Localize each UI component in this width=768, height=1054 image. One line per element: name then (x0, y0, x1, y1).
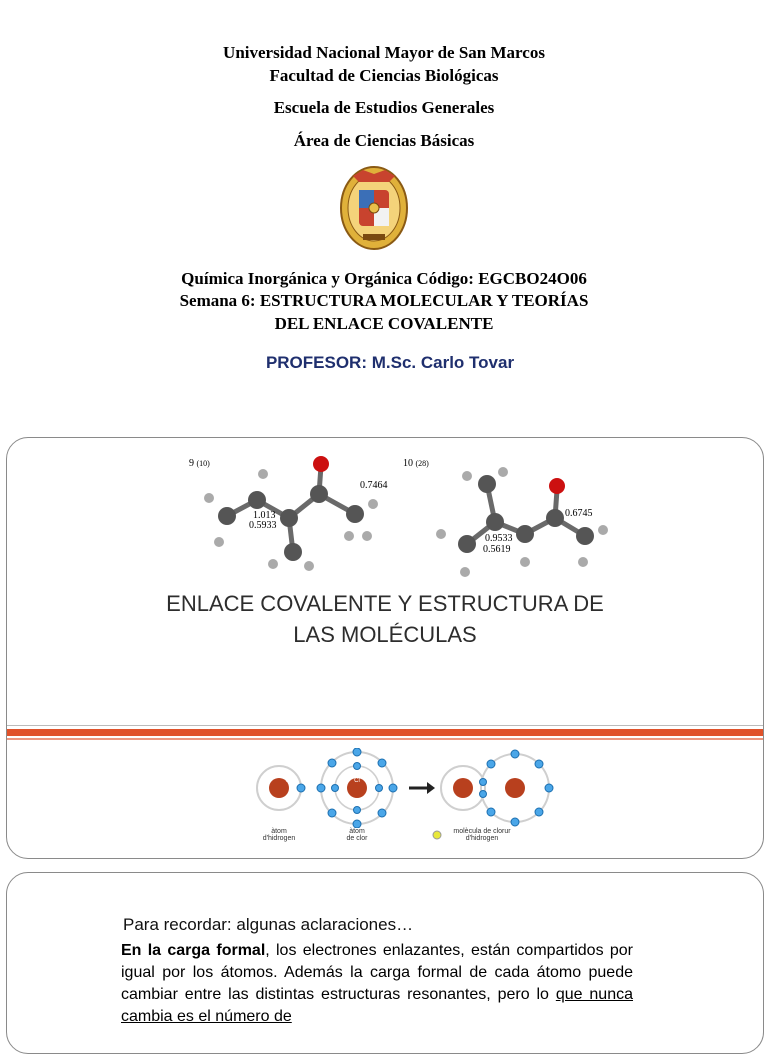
molecule-10-value-1: 0.6745 (565, 508, 593, 519)
slide-title-line-2: LAS MOLÉCULAS (293, 622, 477, 647)
professor-name: PROFESOR: M.Sc. Carlo Tovar (265, 353, 515, 372)
legend-dot (431, 828, 443, 840)
formal-charge-paragraph (121, 940, 633, 1028)
label-hcl-molecule: molècula de clorur d'hidrogen (453, 828, 511, 842)
area-name: Área de Ciencias Básicas (293, 131, 475, 150)
molecule-9-model (197, 452, 387, 582)
accent-bar-thin (7, 738, 763, 740)
label-hydrogen-atom: àtom d'hidrogen (262, 828, 296, 842)
hydrogen-chloride-diagram (247, 748, 567, 828)
slide-title-line-1: ENLACE COVALENTE Y ESTRUCTURA DE (166, 591, 604, 616)
formal-charge-underlined: que nunca cambia es el número de (121, 986, 634, 1025)
divider-line (7, 725, 763, 726)
molecule-10-model (427, 464, 617, 584)
slide-covalent-bond (6, 437, 764, 859)
university-seal-logo (339, 166, 409, 252)
label-chlorine-atom: àtom de clor (346, 828, 368, 842)
slide-formal-charge (6, 872, 764, 1054)
faculty-name: Facultad de Ciencias Biológicas (269, 66, 499, 85)
atom-h-symbol: H (285, 778, 291, 784)
molecule-9-value-1: 0.7464 (360, 480, 388, 491)
week-line-1: Semana 6: ESTRUCTURA MOLECULAR Y TEORÍAS (179, 291, 589, 310)
molecule-10-value-2: 0.9533 (485, 533, 513, 544)
molecule-9-value-3: 0.5933 (249, 520, 277, 531)
formal-charge-lead: En la carga formal (121, 942, 266, 959)
school-name: Escuela de Estudios Generales (273, 98, 495, 117)
molecule-9-value-2: 1.013 (253, 510, 276, 521)
atom-cl-symbol: Cl (354, 778, 360, 784)
molecule-10-label: 10 (28) (403, 458, 429, 469)
university-name: Universidad Nacional Mayor de San Marcos (223, 43, 545, 62)
formal-charge-text: , los electrones enlazantes, están compartidos por igual por los átomos. Además la carga formal de cada átomo puede cambiar entre las distintas estructuras resonantes, pero lo (121, 942, 633, 1003)
accent-bar (7, 729, 763, 736)
molecule-10-value-3: 0.5619 (483, 544, 511, 555)
course-line: Química Inorgánica y Orgánica Código: EGCBO24O06 (181, 269, 587, 288)
week-line-2: DEL ENLACE COVALENTE (274, 314, 494, 333)
molecule-9-label: 9 (10) (189, 458, 210, 469)
recall-heading: Para recordar: algunas aclaraciones… (123, 915, 414, 934)
